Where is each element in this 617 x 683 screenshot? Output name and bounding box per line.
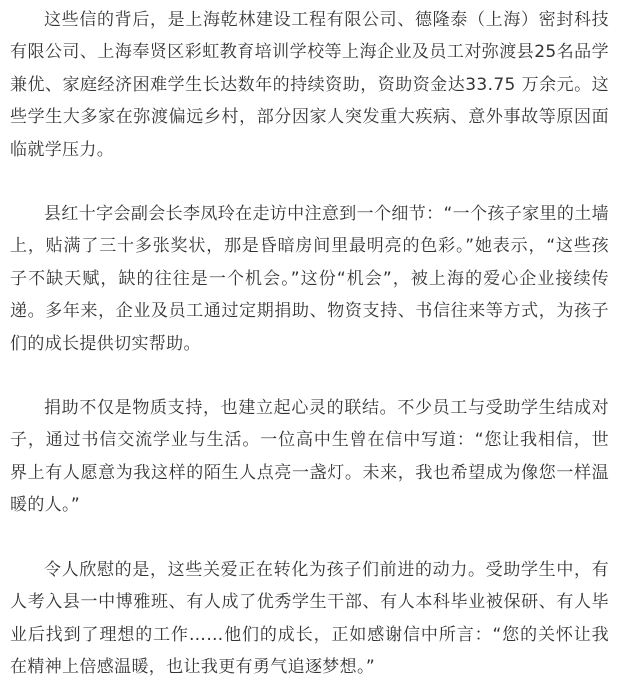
paragraph-letter-connection: 捐助不仅是物质支持，也建立起心灵的联结。不少员工与受助学生结成对子，通过书信交流学业与生活。一位高中生曾在信中写道：“您让我相信，世界上有人愿意为我这样的陌生人点亮一盏灯。未来，我也希望成为像您一样温暖的人。” xyxy=(10,398,609,516)
paragraph-red-cross-quote: 县红十字会副会长李凤玲在走访中注意到一个细节：“一个孩子家里的土墙上，贴满了三十多张奖状，那是昏暗房间里最明亮的色彩。”她表示，“这些孩子不缺天赋，缺的往往是一个机会。”这份“机会”，被上海的爱心企业接续传递。多年来，企业及员工通过定期捐助、物资支持、书信往来等方式，为孩子们的成长提供切实帮助。 xyxy=(10,204,609,354)
paragraph-student-achievements: 令人欣慰的是，这些关爱正在转化为孩子们前进的动力。受助学生中，有人考入县一中博雅班、有人成了优秀学生干部、有人本科毕业被保研、有人毕业后找到了理想的工作……他们的成长，正如感谢信中所言：“您的关怀让我在精神上倍感温暖，也让我更有勇气追逐梦想。” xyxy=(10,559,609,677)
paragraph-donor-background: 这些信的背后，是上海乾林建设工程有限公司、德隆泰（上海）密封科技有限公司、上海奉贤区彩虹教育培训学校等上海企业及员工对弥渡县25名品学兼优、家庭经济困难学生长达数年的持续资助，资助资金达33.75 万余元。这些学生大多家在弥渡偏远乡村，部分因家人突发重大疾病、意外事故等原因面临就学压力。 xyxy=(10,10,609,160)
